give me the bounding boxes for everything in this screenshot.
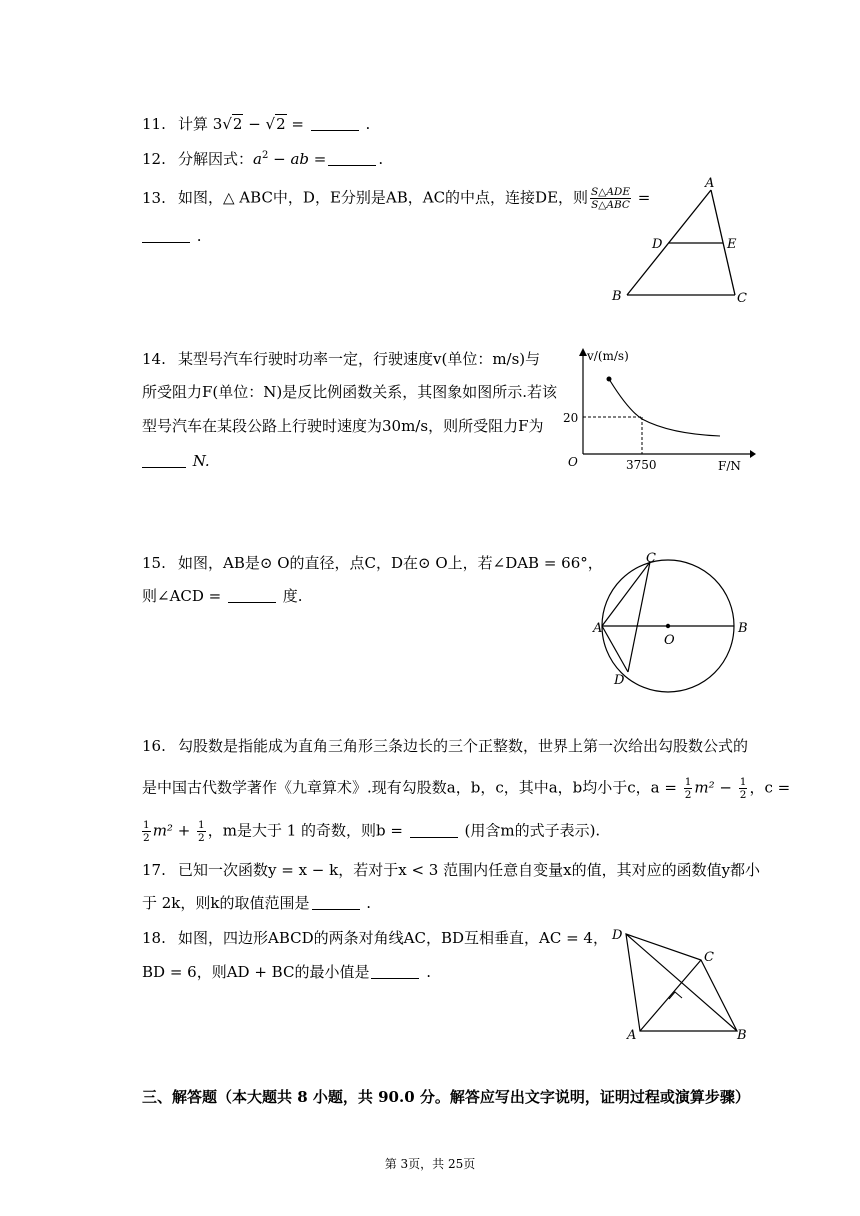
y-tick-label: 20 — [563, 411, 579, 425]
question-14-line-2: 所受阻力F(单位：N)是反比例函数关系，其图象如图所示.若该 — [142, 383, 558, 401]
question-15-line-1: 15. 如图，AB是⊙ O的直径，点C，D在⊙ O上，若∠DAB = 66°， — [142, 554, 603, 572]
area-ratio-fraction: $\frac{\text{S△ADE}}{\text{S△ABC}}$ — [591, 186, 630, 211]
question-14-line-3: 型号汽车在某段公路上行驶时速度为30m/s，则所受阻力F为 — [142, 417, 544, 435]
point-A-label: A — [593, 621, 603, 636]
page-footer: 第 3页，共 25页 — [384, 1157, 476, 1171]
question-number: 17. — [142, 861, 166, 879]
point-C-label: C — [646, 551, 656, 566]
question-16-line-3: $\frac{1}{2}$ m² + $\frac{1}{2}$ ，m是大于 1 的奇数，则b = (用含m的式子表示). — [143, 819, 601, 844]
question-17-line-1: 17. 已知一次函数y = x − k，若对于x < 3 范围内任意自变量x的值，其对应的函数值y都小 — [142, 861, 761, 879]
question-number: 11. — [142, 115, 166, 133]
question-16-line-2: 是中国古代数学著作《九章算术》.现有勾股数a，b，c，其中a，b均小于c，a = $\frac{1}{2}$ m² − $\frac{1}{2}$ ，c = — [142, 776, 791, 801]
answer-blank — [410, 823, 458, 838]
answer-blank — [328, 151, 376, 166]
answer-blank — [312, 895, 360, 910]
figure-14-inverse-graph — [560, 342, 760, 477]
question-17-line-2: 于 2k，则k的取值范围是 . — [142, 894, 372, 912]
point-D-label: D — [614, 673, 625, 688]
section-heading: 三、解答题（本大题共 8 小题，共 90.0 分。解答应写出文字说明，证明过程或演算步骤） — [142, 1088, 750, 1106]
y-axis-label: v/(m/s) — [587, 349, 629, 363]
answer-blank — [371, 964, 419, 979]
vertex-B-label: B — [737, 1028, 747, 1043]
answer-blank — [311, 116, 359, 131]
question-18-line-2: BD = 6，则AD + BC的最小值是 . — [142, 963, 431, 981]
fraction-one-half: $\frac{1}{2}$ — [684, 776, 692, 801]
vertex-E-label: E — [727, 237, 737, 252]
vertex-C-label: C — [737, 291, 747, 305]
vertex-D-label: D — [612, 928, 623, 943]
answer-blank — [228, 588, 276, 603]
question-14-line-1: 14. 某型号汽车行驶时功率一定，行驶速度v(单位：m/s)与 — [142, 350, 541, 368]
question-number: 13. — [142, 188, 166, 207]
question-number: 14. — [142, 350, 166, 368]
origin-label: O — [568, 455, 578, 469]
question-13-blank-line: . — [142, 226, 202, 246]
question-16-line-1: 16. 勾股数是指能成为直角三角形三条边长的三个正整数，世界上第一次给出勾股数公式的 — [142, 737, 749, 755]
question-14-line-4: N. — [142, 451, 210, 471]
x-axis-label: F/N — [718, 459, 741, 473]
vertex-A-label: A — [627, 1028, 637, 1043]
question-13: 13. 如图，△ ABC中，D，E分别是AB，AC的中点，连接DE，则 $\frac{\text{S△ADE}}{\text{S△ABC}}$ = — [142, 186, 651, 211]
vertex-C-label: C — [704, 950, 714, 965]
answer-blank — [142, 453, 186, 468]
figure-15-circle — [590, 548, 770, 693]
vertex-D-label: D — [652, 237, 663, 252]
question-15-line-2: 则∠ACD = 度. — [142, 587, 303, 605]
question-12: 12. 分解因式：$a^2$ − ab = . — [142, 150, 384, 168]
fraction-one-half: $\frac{1}{2}$ — [739, 776, 747, 801]
question-number: 18. — [142, 929, 166, 947]
x-tick-label: 3750 — [626, 458, 657, 472]
question-11: 11. 计算 3√2 − √2 = . — [142, 115, 371, 133]
figure-18-quadrilateral — [605, 922, 765, 1047]
question-number: 15. — [142, 554, 166, 572]
point-B-label: B — [738, 621, 748, 636]
question-18-line-1: 18. 如图，四边形ABCD的两条对角线AC，BD互相垂直，AC = 4， — [142, 929, 608, 947]
answer-blank — [142, 228, 190, 243]
fraction-one-half: $\frac{1}{2}$ — [198, 819, 205, 844]
vertex-B-label: B — [612, 289, 622, 304]
question-number: 12. — [142, 150, 166, 168]
question-number: 16. — [142, 737, 166, 755]
figure-13-triangle — [600, 175, 760, 305]
fraction-one-half: $\frac{1}{2}$ — [143, 819, 150, 844]
vertex-A-label: A — [705, 176, 715, 191]
center-O-label: O — [664, 633, 675, 648]
